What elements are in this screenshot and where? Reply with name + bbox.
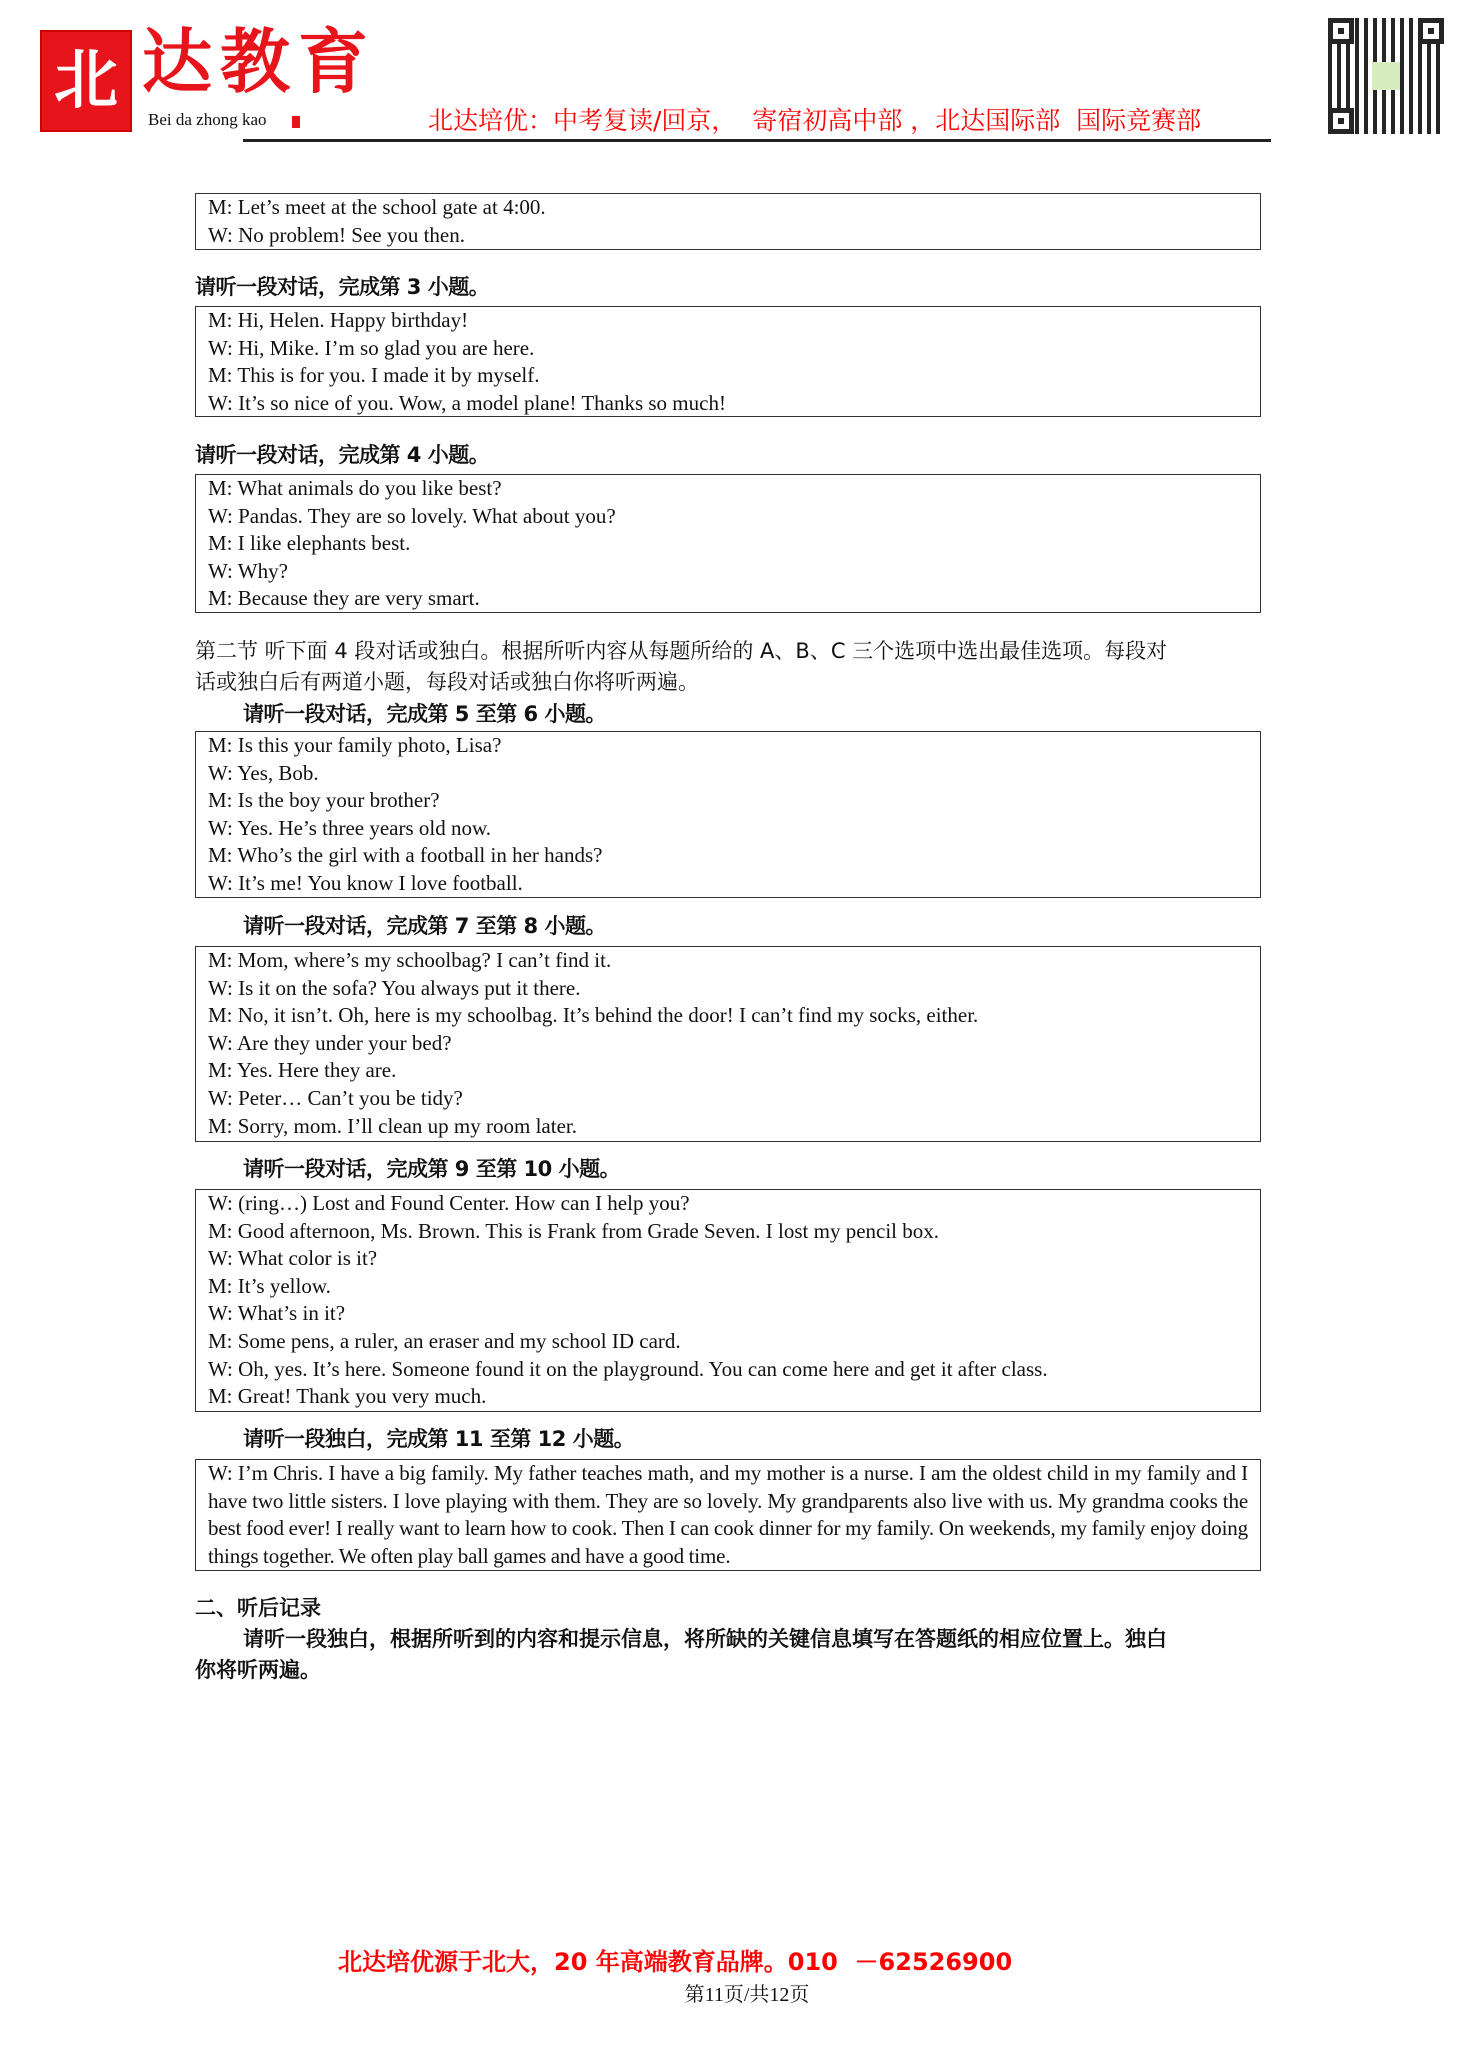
- dialogue-line: M: Hi, Helen. Happy birthday!: [208, 308, 469, 332]
- dialogue-box-4: [195, 474, 1261, 613]
- dialogue-line: W: Oh, yes. It’s here. Someone found it on the playground. You can come here and get it after class.: [208, 1356, 1048, 1381]
- header-slogan: 北达培优：中考复读/回京， 寄宿初高中部 ，北达国际部 国际竞赛部: [428, 106, 1202, 135]
- logo-square: [292, 116, 300, 128]
- part2-instructions-2: 你将听两遍。: [195, 1658, 321, 1683]
- page-number: 第11页/共12页: [684, 1984, 810, 2006]
- dialogue-box-7-8: [195, 946, 1261, 1142]
- header-divider: [243, 139, 1271, 142]
- logo-char: 北: [54, 43, 118, 118]
- dialogue-line: M: This is for you. I made it by myself.: [208, 363, 540, 388]
- logo-text: 达教育: [142, 20, 376, 103]
- dialogue-box-2: [195, 193, 1261, 250]
- section2-instructions-2: 话或独白后有两道小题，每段对话或独白你将听两遍。: [195, 670, 699, 694]
- qr-code-icon: [1328, 18, 1444, 134]
- question-heading-4: 请听一段对话，完成第 4 小题。: [195, 443, 490, 467]
- dialogue-line: W: Yes. He’s three years old now.: [208, 815, 492, 840]
- dialogue-box-3: [195, 306, 1261, 417]
- dialogue-line: W: No problem! See you then.: [208, 222, 465, 247]
- dialogue-line: W: Are they under your bed?: [208, 1030, 452, 1055]
- dialogue-line: W: It’s me! You know I love football.: [208, 870, 523, 895]
- logo-subtitle: Bei da zhong kao: [148, 110, 267, 129]
- logo-mark: [40, 30, 132, 132]
- part2-instructions-1: 请听一段独白，根据所听到的内容和提示信息，将所缺的关键信息填写在答题纸的相应位置上。独白: [243, 1627, 1167, 1652]
- dialogue-line: M: What animals do you like best?: [208, 476, 502, 500]
- dialogue-line: W: Pandas. They are so lovely. What about you?: [208, 503, 616, 528]
- monologue-text: W: I’m Chris. I have a big family. My father teaches math, and my mother is a nurse. I am the oldest child in my family and I have two little sisters. I love playing with them. They are so lovely. My grandparents also live with us. My grandma cooks the best food ever! I really want to learn how to cook. Then I can cook dinner for my family. On weekends, my family enjoy doing things together. We often play ball games and have a good time.: [208, 1461, 1248, 1568]
- dialogue-line: M: Great! Thank you very much.: [208, 1384, 487, 1409]
- dialogue-line: M: Mom, where’s my schoolbag? I can’t find it.: [208, 948, 612, 972]
- dialogue-line: M: Yes. Here they are.: [208, 1058, 397, 1083]
- question-heading-5-6: 请听一段对话，完成第 5 至第 6 小题。: [243, 702, 606, 726]
- question-heading-9-10: 请听一段对话，完成第 9 至第 10 小题。: [243, 1157, 621, 1181]
- dialogue-line: W: Why?: [208, 558, 288, 583]
- dialogue-line: W: Is it on the sofa? You always put it there.: [208, 975, 581, 1000]
- dialogue-line: M: Good afternoon, Ms. Brown. This is Frank from Grade Seven. I lost my pencil box.: [208, 1218, 940, 1243]
- part2-title: 二、听后记录: [195, 1596, 321, 1621]
- dialogue-line: M: Sorry, mom. I’ll clean up my room later.: [208, 1113, 577, 1138]
- question-heading-7-8: 请听一段对话，完成第 7 至第 8 小题。: [243, 914, 606, 938]
- monologue-and-part2: [195, 1459, 1261, 1686]
- dialogue-line: M: Is the boy your brother?: [208, 788, 440, 813]
- dialogue-box-5-6: [195, 731, 1261, 898]
- dialogue-line: M: No, it isn’t. Oh, here is my schoolbag. It’s behind the door! I can’t find my socks, either.: [208, 1003, 979, 1028]
- dialogue-line: W: What color is it?: [208, 1246, 378, 1271]
- dialogue-line: M: Some pens, a ruler, an eraser and my school ID card.: [208, 1328, 681, 1353]
- dialogue-line: M: It’s yellow.: [208, 1273, 331, 1298]
- dialogue-line: M: Is this your family photo, Lisa?: [208, 733, 502, 757]
- dialogue-box-9-10: [195, 1189, 1261, 1412]
- dialogue-line: W: (ring…) Lost and Found Center. How can I help you?: [208, 1191, 690, 1215]
- question-heading-3: 请听一段对话，完成第 3 小题。: [195, 275, 490, 299]
- dialogue-line: M: Who’s the girl with a football in her hands?: [208, 843, 603, 868]
- dialogue-line: W: It’s so nice of you. Wow, a model plane! Thanks so much!: [208, 390, 726, 415]
- monologue-box-11-12: [195, 1459, 1261, 1571]
- question-heading-11-12: 请听一段独白，完成第 11 至第 12 小题。: [243, 1427, 635, 1451]
- dialogue-line: W: Peter… Can’t you be tidy?: [208, 1085, 463, 1110]
- dialogue-line: W: What’s in it?: [208, 1301, 346, 1326]
- dialogue-line: M: Because they are very smart.: [208, 586, 480, 611]
- dialogue-line: M: Let’s meet at the school gate at 4:00.: [208, 195, 546, 219]
- dialogue-line: M: I like elephants best.: [208, 531, 411, 556]
- section2-instructions-1: 第二节 听下面 4 段对话或独白。根据所听内容从每题所给的 A、B、C 三个选项中选出最佳选项。每段对: [195, 639, 1168, 663]
- footer-slogan: 北达培优源于北大，20 年高端教育品牌。010 －62526900: [338, 1948, 1013, 1976]
- dialogue-line: W: Yes, Bob.: [208, 760, 319, 785]
- dialogue-line: W: Hi, Mike. I’m so glad you are here.: [208, 335, 535, 360]
